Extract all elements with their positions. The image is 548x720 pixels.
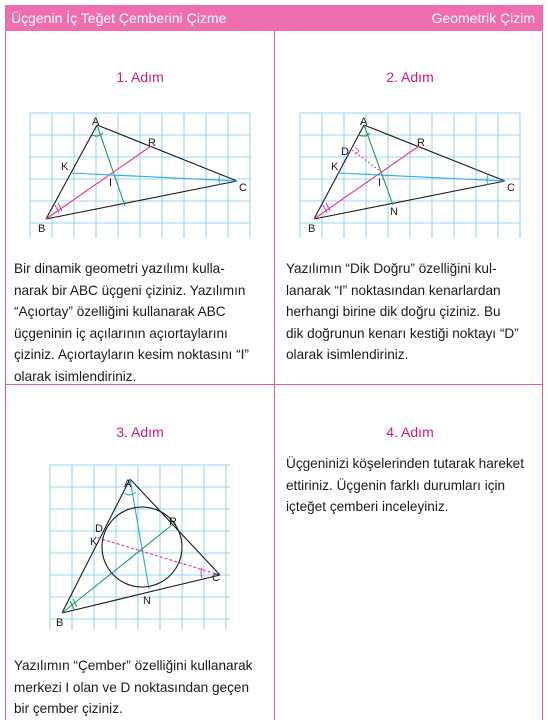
step-2-figure [300, 113, 520, 238]
step-1-title: 1. Adım [116, 69, 164, 85]
step-3-text: Yazılımın “Çember” özelliğini kullanarak merkezi I olan ve D noktasından geçen bir çember çiziniz. [14, 658, 253, 716]
point-label-i: I [378, 177, 382, 189]
point-label-k: K [331, 161, 339, 173]
vertex-label-a: A [92, 116, 100, 128]
vertex-label-b: B [308, 223, 316, 235]
step-3-title: 3. Adım [116, 424, 164, 440]
point-label-d: D [341, 146, 349, 158]
point-label-k: K [90, 536, 98, 548]
step-4-title: 4. Adım [386, 424, 434, 440]
column-divider [274, 31, 275, 720]
point-label-r: R [148, 137, 156, 149]
step-2-title: 2. Adım [386, 69, 434, 85]
vertex-label-a: A [360, 116, 368, 128]
vertex-label-c: C [507, 182, 515, 194]
bisector-a [97, 125, 125, 206]
bisector-a [364, 125, 393, 205]
vertex-label-b: B [56, 617, 64, 629]
step-2-text: Yazılımın “Dik Doğru” özelliğini kul- lanarak “I” noktasından kenarlardan herhangi birine dik doğru çiziniz. Bu dik doğrunun kenarı kestiği noktayı “D” olarak isimlendiriniz. [286, 261, 519, 362]
point-label-n: N [390, 206, 398, 218]
point-label-i: I [109, 177, 113, 189]
category-label: Geometrik Çizim [431, 10, 535, 26]
step-3-figure [50, 465, 230, 630]
vertex-label-a: A [124, 478, 132, 490]
step-4-text: Üçgeninizi köşelerinden tutarak hareket ettiriniz. Üçgenin farklı durumları için içteğet çemberi inceleyiniz. [286, 456, 525, 514]
point-label-d: D [95, 523, 103, 535]
step-1-figure [30, 113, 250, 238]
vertex-label-c: C [212, 572, 220, 584]
page-title: Üçgenin İç Teğet Çemberini Çizme [11, 10, 227, 26]
point-label-r: R [417, 137, 425, 149]
point-label-k: K [61, 161, 69, 173]
bisector-c [70, 173, 237, 181]
vertex-label-b: B [38, 223, 46, 235]
point-label-n: N [143, 595, 151, 607]
vertex-label-c: C [239, 182, 247, 194]
point-label-r: R [169, 516, 177, 528]
header-bar [5, 5, 543, 31]
bisector-c [338, 173, 505, 181]
step-1-text: Bir dinamik geometri yazılımı kulla- narak bir ABC üçgeni çiziniz. Yazılımın “Açıortay” özelliğini kullanarak ABC üçgeninin iç açılarının açıortaylarını çiziniz. Açıortayların kesim noktasını “I” olarak isimlendiriniz. [14, 261, 249, 384]
